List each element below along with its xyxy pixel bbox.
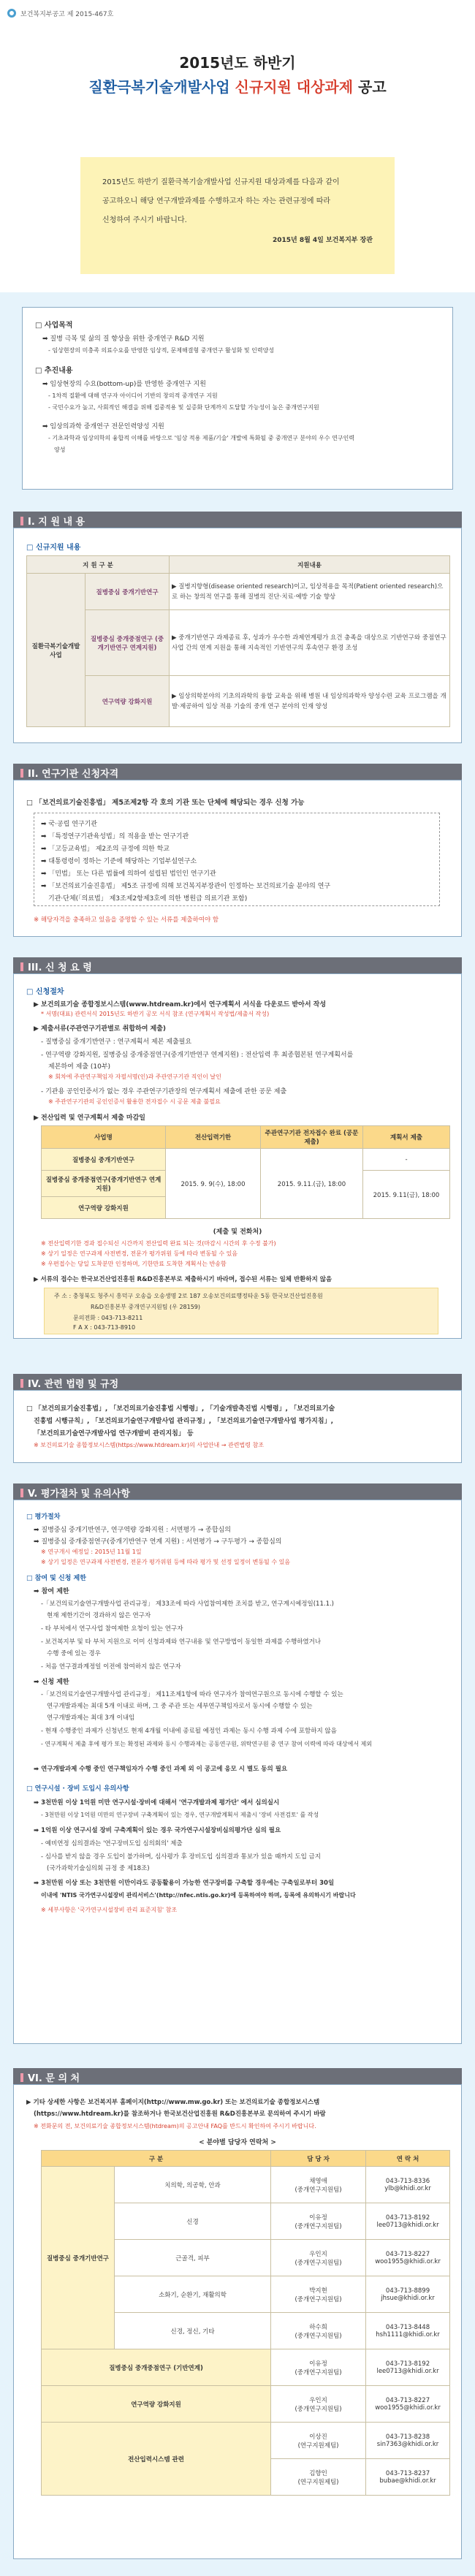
deadline-program-cell: 연구역량 강화지원 — [42, 1197, 166, 1219]
eval-line: (국가과학기술심의회 규정 중 제18조) — [47, 1865, 150, 1872]
contact-role: (연구지원제팀) — [297, 2478, 339, 2486]
summary-line: ➡ 임상현장의 수요(bottom-up)를 반영한 중개연구 지원 — [42, 381, 206, 388]
contact-email[interactable]: jhsue@khidi.or.kr — [381, 2294, 435, 2302]
deadline-table — [41, 1125, 450, 1219]
contact-role: (중개연구지원팀) — [294, 2222, 342, 2230]
support-col-header: 지 원 구 분 — [27, 556, 170, 574]
contact-role: (중개연구지원팀) — [294, 2259, 342, 2267]
contact-phone[interactable]: 043-713-8899 — [385, 2287, 430, 2295]
eval-line: - 심사를 받지 않을 경우 도입이 불가하며, 심사평가 후 장비도입 심의결과 통보가 있을 때까지 도입 금지 — [41, 1853, 321, 1861]
eval-note: ※ 연구개시 예정일 : 2015년 11월 1일 — [41, 1549, 142, 1555]
deadline-program-cell: 질병중심 중개중점연구(중개기반연구 연계지원) — [42, 1171, 166, 1197]
address-phone: 문의전화 : 043-713-8211 — [73, 1315, 143, 1321]
contact-line: (https://www.htdream.kr)를 참조하거나 한국보건산업진흥원 R&D진흥본부로 문의하여 주시기 바람 — [34, 2110, 326, 2118]
title-program: 질환극복기술개발사업 — [88, 78, 230, 96]
support-type-cell: 연구역량 강화지원 — [86, 676, 170, 727]
eval-subheading: □ 평가절차 — [26, 1513, 61, 1521]
eligibility-item: 기관·단체(「의료법」 제3조제2항제3호에 의한 병원급 의료기관 포함) — [48, 895, 248, 903]
summary-content-heading: □ 추진내용 — [35, 367, 73, 375]
eval-subheading: □ 연구시설 · 장비 도입시 유의사항 — [26, 1785, 129, 1793]
announce-line: 공고하오니 해당 연구개발과제를 수행하고자 하는 자는 관련규정에 따라 — [102, 197, 331, 205]
application-line: ▶ 보건의료기술 종합정보시스템(www.htdream.kr)에서 연구계획서 서식을 다운로드 받아서 작성 — [34, 1001, 327, 1008]
deadline-col-header: 계획서 제출 — [363, 1126, 450, 1149]
contact-phone[interactable]: 043-713-8448 — [385, 2323, 430, 2331]
eval-subheading: □ 참여 및 신청 제한 — [26, 1575, 86, 1582]
laws-line: 진흥법 시행규칙」, 「보건의료기술연구개발사업 관리규정」, 「보건의료기술연구개발사업 평가지침」, — [34, 1418, 333, 1425]
contact-role: (연구지원제팀) — [297, 2442, 339, 2450]
application-line: ▶ 서류의 접수는 한국보건산업진흥원 R&D진흥본부로 제출하시기 바라며, 접수된 서류는 일체 반환하지 않음 — [34, 1276, 332, 1283]
address-line: 주 소 : 충청북도 청주시 흥덕구 오송읍 오송생명 2로 187 오송보건의료행정타운 5동 한국보건산업진흥원 — [54, 1293, 323, 1299]
contact-email[interactable]: bubae@khidi.or.kr — [379, 2477, 436, 2485]
announcement-box — [80, 157, 395, 274]
contact-phone[interactable]: 043-713-8227 — [385, 2250, 430, 2258]
eval-line: ➡ 참여 제한 — [34, 1588, 69, 1595]
contact-area-cell: 근골격, 피부 — [115, 2240, 271, 2276]
section-eligibility-heading — [13, 764, 462, 780]
contact-email[interactable]: woo1955@khidi.or.kr — [375, 2257, 441, 2265]
support-desc-cell: ▶ 중개기반연구 과제종료 후, 성과가 우수한 과제연계평가 요건 충족을 대상으로 기반연구와 중점연구 사업 간의 연계 지원을 통해 지속적인 기반연구의 후속연구 환경 조성 — [170, 610, 450, 676]
summary-line: - 임상현장의 미충족 의료수요를 반영한 임상적, 문제해결형 중개연구 활성화 및 인력양성 — [48, 347, 275, 354]
announce-line: 신청하여 주시기 바랍니다. — [102, 216, 187, 224]
contact-phone[interactable]: 043-713-8192 — [385, 2360, 430, 2368]
deadline-plan-cell: 2015. 9.11(금), 18:00 — [363, 1171, 450, 1219]
deadline-plan-cell: - — [363, 1149, 450, 1171]
application-note: * 서명(대표) 관련서식 2015년도 하반기 공모 서식 참조 (연구계획서 작성법/제출서 작성) — [41, 1011, 270, 1017]
section-title: III. 신 청 요 령 — [28, 962, 92, 973]
contact-area-cell: 신경, 정신, 기타 — [115, 2313, 271, 2349]
contact-role: (중개연구지원팀) — [294, 2368, 342, 2376]
deadline-col-header: 전산입력기한 — [166, 1126, 261, 1149]
summary-line: ➡ 임상의과학 중개연구 전문인력양성 지원 — [42, 423, 164, 430]
heading-bar-icon — [20, 2073, 23, 2082]
contact-name: 우인지 — [309, 2250, 327, 2258]
summary-purpose-heading: □ 사업목적 — [35, 322, 73, 330]
eval-line: ➡ 3천만원 이상 1억원 미만 연구시설·장비에 대해서 '연구개발과제 평가단' 에서 심의실시 — [34, 1799, 280, 1806]
contact-area-cell: 소화기, 순환기, 재활의학 — [115, 2276, 271, 2313]
contact-role: (중개연구지원팀) — [294, 2186, 342, 2194]
support-desc-cell: ▶ 질병지향형(disease oriented research)이고, 임상적용을 목적(Patient oriented research)으로 하는 창의적 연구를 통해 질병의 진단·치료·예방 기술 향상 — [170, 574, 450, 610]
contact-table — [41, 2150, 450, 2496]
contact-line: ▶ 기타 상세한 사항은 보건복지부 홈페이지(http://www.mw.go.kr) 또는 보건의료기술 종합정보시스템 — [26, 2099, 320, 2106]
eval-line: ➡ 신청 제한 — [34, 1679, 69, 1686]
deadline-col-header: 주관연구기관 전자접수 완료 (공문제출) — [261, 1126, 363, 1149]
section-evaluation-heading — [13, 1483, 462, 1500]
eval-line: - 타 부처에서 연구사업 참여제한 요청이 있는 연구자 — [41, 1625, 183, 1633]
announce-line: 2015년도 하반기 질환극복기술개발사업 신규지원 대상과제를 다음과 같이 — [102, 178, 340, 186]
support-type-cell: 질병중심 중개중점연구 (중개기반연구 연계지원) — [86, 610, 170, 676]
contact-email[interactable]: ylb@khidi.or.kr — [384, 2184, 431, 2192]
contact-subheading: < 분야별 담당자 연락처 > — [199, 2139, 276, 2146]
eligibility-item: ➡ 「민법」 또는 다른 법률에 의하여 설립된 법인인 연구기관 — [41, 870, 216, 878]
title-target: 신규지원 대상과제 — [235, 78, 354, 96]
deadline-footer: (제출 및 전화처) — [213, 1228, 262, 1236]
deadline-input-cell: 2015. 9. 9(수), 18:00 — [166, 1149, 261, 1219]
section-support-heading — [13, 512, 462, 528]
eval-line: ➡ 3천만원 이상 또는 3천만원 이만이라도 공동활용이 가능한 연구장비를 구축할 경우에는 구축일로부터 30일 — [34, 1880, 335, 1887]
section-title: IV. 관련 법령 및 규정 — [28, 1379, 119, 1390]
eligibility-item: ➡ 「고등교육법」 제2조의 규정에 의한 학교 — [41, 846, 170, 853]
eligibility-item: ➡ 「보건의료기술진흥법」 제5조 규정에 의해 보건복지부장관이 인정하는 보건의료기술 분야의 연구 — [41, 883, 331, 890]
document-number: 보건복지부공고 제 2015-467호 — [20, 11, 114, 18]
eval-line: - 보건복지부 및 타 부처 지원으로 이미 신청과제와 연구내용 및 연구방법이 동일한 과제를 수행하였거나 — [41, 1638, 322, 1646]
eval-line: ➡ 1억원 이상 연구시설 장비 구축계획이 있는 경우 국가연구시설장비심의평가단 심의 필요 — [34, 1827, 281, 1834]
contact-name: 김향인 — [309, 2469, 327, 2477]
contact-email[interactable]: sin7363@khidi.or.kr — [376, 2440, 439, 2448]
eval-line: 연구개발과제는 최대 3개 이내임 — [47, 1714, 135, 1722]
eligibility-item: ➡ 대통령령이 정하는 기준에 해당하는 기업부설연구소 — [41, 858, 197, 865]
section-title: VI. 문 의 처 — [28, 2073, 80, 2084]
laws-line: 「보건의료기술연구개발사업 연구개발비 관리지침」 등 — [34, 1430, 194, 1437]
summary-line: ➡ 질병 극복 및 삶의 질 향상을 위한 중개연구 R&D 지원 — [42, 335, 205, 343]
eval-line: ➡ 질병중심 중개중점연구(중개기반연구 연계 지원) : 서면평가 → 구두평가 → 종합심의 — [34, 1538, 282, 1546]
eval-line: - 연구계획서 제출 후에 평가 또는 확정된 과제와 동시 수행과제는 공동연구원, 위탁연구원 중 연구 참여 이력에 따라 대상에서 제외 — [41, 1741, 373, 1747]
contact-name: 이유정 — [309, 2360, 327, 2368]
eval-line: - 예비연정 심의결과는 '연구장비도입 심의회의' 제출 — [41, 1840, 183, 1847]
eval-line: 연구개발과제는 최대 5개 이내로 하며, 그 중 주관 또는 세부연구책임자로서 동시에 수행할 수 있는 — [47, 1703, 313, 1710]
application-line: 제본하여 제출 (10부) — [48, 1063, 111, 1071]
section-laws-heading — [13, 1374, 462, 1390]
announce-signature: 2015년 8월 4일 보건복지부 장관 — [272, 237, 373, 244]
header — [0, 0, 475, 29]
application-subheading: □ 신청절차 — [26, 988, 64, 996]
title-line2 — [0, 75, 475, 96]
eval-line: -「보건의료기술연구개발사업 관리규정」 제11조제1항에 따라 연구자가 참여연구원으로 동시에 수행할 수 있는 — [41, 1691, 343, 1698]
application-line: - 연구역량 강화지원, 질병중심 중개중점연구(중개기반연구 연계지원) : 전산입력 후 최종협본된 연구계획서를 — [41, 1052, 354, 1059]
heading-bar-icon — [20, 1489, 23, 1497]
summary-line: - 기초과학과 임상의학의 융합적 이해를 바탕으로 '임상 적용 제품/기술' 개발에 특화될 중 중개연구 분야의 우수 연구인력 — [48, 435, 355, 441]
heading-bar-icon — [20, 1379, 23, 1388]
contact-col-header: 담 당 자 — [271, 2151, 366, 2167]
eval-note: ※ 상기 일정은 연구과제 사전변경, 전문가 평가위원 등에 따라 평가 및 선정 일정이 변동될 수 있음 — [41, 1559, 291, 1565]
application-line: - 기관용 공인인증서가 없는 경우 주관연구기관장의 연구계획서 제출에 관한 공문 제출 — [41, 1088, 287, 1095]
contact-email[interactable]: woo1955@khidi.or.kr — [375, 2404, 441, 2412]
eval-line: ➡ 질병중심 중개기반연구, 연구역량 강화지원 : 서면평가 → 종합심의 — [34, 1527, 231, 1534]
contact-role: (중개연구지원팀) — [294, 2332, 342, 2340]
application-line: - 질병중심 중개기반연구 : 연구계획서 제본 제출필요 — [41, 1038, 192, 1046]
contact-area-cell: 질병중심 중개중점연구 (기반연계) — [42, 2349, 271, 2386]
section-laws-box — [13, 1390, 462, 1463]
support-table — [26, 555, 450, 727]
eligibility-item: ➡ 「특정연구기관육성법」의 적용을 받는 연구기관 — [41, 833, 189, 840]
support-desc-cell: ▶ 임상의학분야의 기초의과학의 융합 교육을 위해 병원 내 임상의과학자 양성수련 교육 프로그램을 개발·제공하여 임상 적용 기술의 중개 연구 분야의 인재 양성 — [170, 676, 450, 727]
eval-line: 수행 중에 있는 경우 — [47, 1650, 101, 1657]
contact-area-cell: 연구역량 강화지원 — [42, 2386, 271, 2423]
heading-bar-icon — [20, 962, 23, 971]
deadline-note: ※ 우편접수는 당일 도착분만 인정하며, 기한만료 도착한 계획서는 반송함 — [41, 1261, 227, 1267]
heading-bar-icon — [20, 769, 23, 778]
deadline-program-cell: 질병중심 중개기반연구 — [42, 1149, 166, 1171]
deadline-col-header: 사업명 — [42, 1126, 166, 1149]
contact-phone[interactable]: 043-713-8192 — [385, 2214, 430, 2222]
contact-col-header: 연 락 처 — [366, 2151, 450, 2167]
contact-phone[interactable]: 043-713-8227 — [385, 2396, 430, 2404]
contact-name: 박지현 — [309, 2287, 327, 2295]
title-suffix: 공고 — [358, 78, 387, 96]
contact-phone[interactable]: 043-713-8237 — [385, 2469, 430, 2477]
contact-name: 우인지 — [309, 2396, 327, 2404]
support-group-cell: 질환극복기술개발 사업 — [27, 574, 86, 727]
contact-note: ※ 전화문의 전, 보건의료기술 종합정보시스템(htdream)의 공고안내 FAQ를 반드시 확인하여 주시기 바랍니다. — [34, 2123, 316, 2129]
address-line: R&D진흥본부 중개연구지원팀 (우 28159) — [91, 1304, 201, 1310]
eval-line: ➡ 연구개발과제 수행 중인 연구책임자가 수행 중인 과제 외 이 공고에 응모 시 별도 동의 필요 — [34, 1766, 288, 1773]
contact-phone[interactable]: 043-713-8238 — [385, 2433, 430, 2441]
address-fax: F A X : 043-713-8910 — [73, 1324, 136, 1331]
contact-name: 이유정 — [309, 2214, 327, 2222]
support-col-header: 지원내용 — [170, 556, 450, 574]
deadline-note: ※ 전산입력기한 경과 접수되신 시간까지 전산입력 완료 되는 것(마감시 시간의 후 수정 불가) — [41, 1240, 276, 1247]
eval-line: 현재 제한기간이 경과하지 않은 연구자 — [47, 1612, 151, 1619]
contact-email[interactable]: lee0713@khidi.or.kr — [376, 2221, 439, 2229]
application-note: ※ 회차에 주관연구책임자 자필서명(인)과 주관연구기관 직인이 날인 — [48, 1074, 221, 1080]
section-title: I. 지 원 내 용 — [28, 517, 86, 528]
deadline-note: ※ 상기 일정은 연구과제 사전변경, 전문가 평가위원 등에 따라 변동될 수 있음 — [41, 1250, 238, 1257]
title-block — [0, 29, 475, 96]
contact-area-cell: 전산입력시스템 관련 — [42, 2423, 271, 2496]
deadline-submit-cell: 2015. 9.11.(금), 18:00 — [261, 1149, 363, 1219]
contact-group-cell: 질병중심 중개기반연구 — [42, 2167, 115, 2349]
contact-area-cell: 치의학, 의공학, 안과 — [115, 2167, 271, 2203]
heading-bar-icon — [20, 517, 23, 525]
support-subheading: □ 신규지원 내용 — [26, 544, 81, 552]
contact-phone[interactable]: 043-713-8336 — [385, 2177, 430, 2185]
eval-line: 이내에 'NTIS 국가연구시설장비 관리서비스'(http://nfec.ntis.go.kr)에 등록하여야 하며, 등록에 유의하시기 바랍니다 — [41, 1892, 356, 1899]
summary-line: - 국민수요가 높고, 사회적인 해결을 위해 집중적용 및 실증화 단계까지 도달할 가능성이 높은 중개연구지원 — [48, 404, 319, 411]
support-type-cell: 질병중심 중개기반연구 — [86, 574, 170, 610]
title-line1: 2015년도 하반기 — [179, 54, 296, 72]
eval-line: - 현재 수행중인 과제가 신청년도 현재 4개월 이내에 종료될 예정인 과제는 동시 수행 과제 수에 포함하지 않음 — [41, 1728, 337, 1735]
summary-line: 양성 — [54, 447, 66, 453]
contact-name: 채영애 — [309, 2177, 327, 2185]
laws-note: ※ 보건의료기술 종합정보시스템(https://www.htdream.kr)의 사업안내 → 관련법령 참조 — [34, 1442, 264, 1448]
contact-role: (중개연구지원팀) — [294, 2405, 342, 2413]
contact-area-cell: 신경 — [115, 2203, 271, 2240]
application-line: ▶ 전산입력 및 연구계획서 제출 마감일 — [34, 1114, 145, 1122]
contact-col-header: 구 분 — [42, 2151, 271, 2167]
eval-line: - 처음 연구결과계정일 이전에 참여하지 않은 연구자 — [41, 1663, 181, 1671]
section-application-heading — [13, 957, 462, 973]
contact-role: (중개연구지원팀) — [294, 2295, 342, 2303]
eligibility-note: ※ 해당자격을 충족하고 있음을 증명할 수 있는 서류를 제출하여야 함 — [34, 916, 219, 924]
eval-line: -「보건의료기술연구개발사업 관리규정」 제33조에 따라 사업참여제한 조치를 받고, 연구계시예정일(11.1.) — [41, 1600, 334, 1608]
contact-name: 이상진 — [309, 2433, 327, 2441]
section-contact-heading — [13, 2068, 462, 2084]
application-line: ▶ 제출서류(주관연구기관별로 취합하여 제출) — [34, 1025, 167, 1033]
eligibility-intro: □ 「보건의료기술진흥법」 제5조제2항 각 호의 기관 또는 단체에 해당되는 경우 신청 가능 — [26, 799, 305, 807]
eval-line: - 3천만원 이상 1억원 미만의 연구장비 구축계획이 있는 경우, 연구개발계획서 제출시 '장비 사전검토' 를 작성 — [41, 1812, 319, 1818]
eval-note: ※ 세부사항은 '국가연구시설장비 관리 표준지침' 참조 — [41, 1907, 178, 1913]
section-title: V. 평가절차 및 유의사항 — [28, 1489, 130, 1500]
contact-email[interactable]: lee0713@khidi.or.kr — [376, 2367, 439, 2375]
circle-bullet-icon — [7, 9, 16, 18]
summary-line: - 1차적 질환에 대해 연구자 아이디어 기반의 창의적 중개연구 지원 — [48, 392, 218, 399]
contact-name: 하수희 — [309, 2323, 327, 2331]
contact-email[interactable]: hsh1111@khidi.or.kr — [376, 2330, 440, 2338]
section-title: II. 연구기관 신청자격 — [28, 769, 119, 780]
eligibility-item: ➡ 국·공립 연구기관 — [41, 821, 97, 828]
application-note: ※ 주관연구기관의 공인인증서 활용한 전자접수 시 공문 제출 불필요 — [48, 1098, 221, 1105]
laws-line: □ 「보건의료기술진흥법」, 「보건의료기술진흥법 시행령」, 「기술개발촉진법 시행령」, 「보건의료기술 — [26, 1405, 335, 1413]
